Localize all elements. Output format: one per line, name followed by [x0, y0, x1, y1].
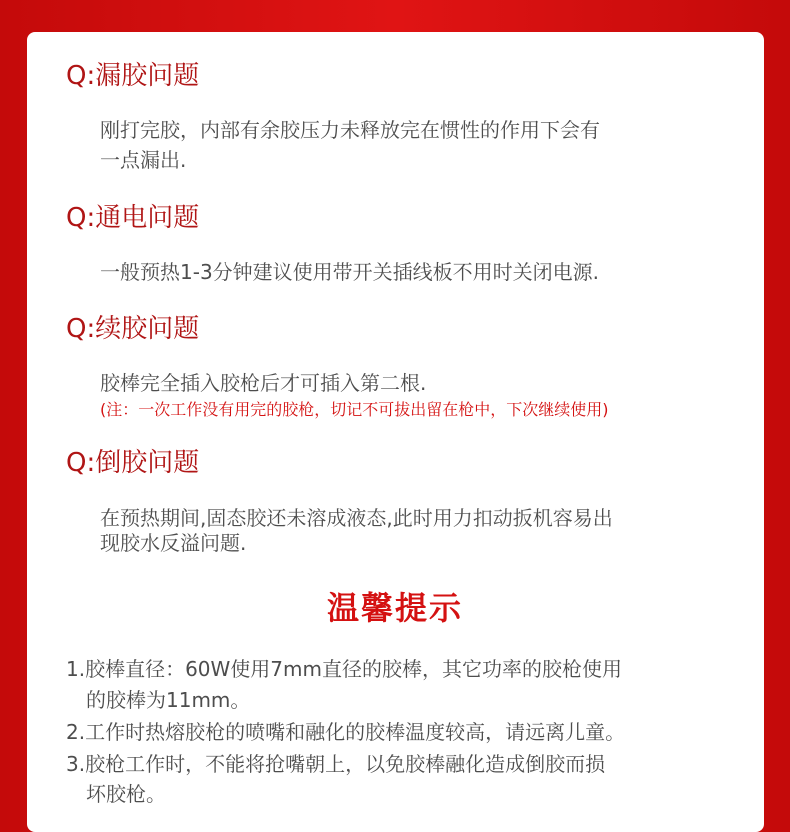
answer-refill-line1: 胶棒完全插入胶枪后才可插入第二根.	[100, 371, 427, 395]
answer-leak-line2: 一点漏出.	[100, 148, 187, 172]
answer-backflow-line2: 现胶水反溢问题.	[100, 531, 247, 555]
question-title-leak: Q:漏胶问题	[66, 61, 200, 91]
answer-power-line1: 一般预热1-3分钟建议使用带开关插线板不用时关闭电源.	[100, 260, 600, 284]
question-title-backflow: Q:倒胶问题	[66, 448, 200, 478]
question-title-power: Q:通电问题	[66, 203, 200, 233]
tips-title: 温馨提示	[326, 589, 463, 627]
answer-leak-line1: 刚打完胶，内部有余胶压力未释放完在惯性的作用下会有	[100, 118, 600, 142]
refill-note: (注：一次工作没有用完的胶枪，切记不可拔出留在枪中，下次继续使用)	[100, 400, 609, 419]
question-title-refill: Q:续胶问题	[66, 314, 200, 344]
answer-backflow-line1: 在预热期间,固态胶还未溶成液态,此时用力扣动扳机容易出	[100, 506, 613, 530]
tip-1-line2: 的胶棒为11mm。	[86, 688, 251, 712]
tip-3-line1: 3.胶枪工作时，不能将抢嘴朝上，以免胶棒融化造成倒胶而损	[66, 752, 606, 776]
tip-1-line1: 1.胶棒直径：60W使用7mm直径的胶棒，其它功率的胶枪使用	[66, 657, 622, 681]
tip-3-line2: 坏胶枪。	[86, 782, 166, 806]
tip-2-line1: 2.工作时热熔胶枪的喷嘴和融化的胶棒温度较高，请远离儿童。	[66, 720, 626, 744]
